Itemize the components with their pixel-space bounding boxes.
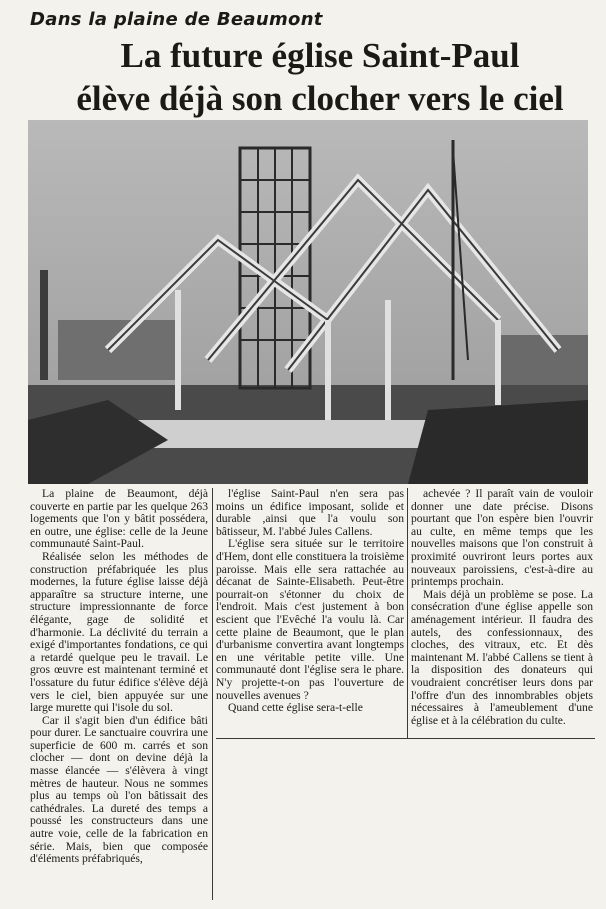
article-column-2 xyxy=(216,488,404,715)
article-end-rule xyxy=(216,738,595,739)
column-divider xyxy=(212,488,213,900)
column-divider xyxy=(407,488,408,738)
paragraph: Car il s'agit bien d'un édifice bâti pour durer. Le sanctuaire couvrira une superficie de 600 m. carrés et son clocher — dont on devine déjà la masse élancée — s'élèvera à vingt mètres de hauteur. Nous ne sommes plus au temps où l'on bâtissait des cathédrales. La dureté des temps a poussé les constructeurs dans une autre voie, celle de la fabrication en série. Mais, bien que composée d'éléments préfabriqués, xyxy=(30,713,208,866)
construction-photo xyxy=(28,120,588,484)
kicker: Dans la plaine de Beaumont xyxy=(30,9,323,30)
paragraph: l'église Saint-Paul n'en sera pas moins un édifice imposant, solide et durable ,ainsi que l'a voulu son bâtisseur, M. l'abbé Jules Callens. xyxy=(216,487,404,538)
article-column-1 xyxy=(30,488,208,866)
headline-line-2: élève déjà son clocher vers le ciel xyxy=(76,79,564,118)
headline xyxy=(40,34,600,120)
paragraph: Mais déjà un problème se pose. La consécration d'une église appelle son aménagement intérieur. Il faudra des autels, des confessionnaux, des cloches, des vitraux, etc. Et dès maintenant M. l'abbé Callens se tient à la disposition des donateurs qui voudraient concrétiser leurs dons par l'offre d'un des innombrables objets nécessaires à l'ameublement d'une église et à la célébration du culte. xyxy=(411,587,593,727)
paragraph: L'église sera située sur le territoire d'Hem, dont elle constituera la troisième paroisse. Mais elle sera rattachée au décanat de Sainte-Elisabeth. Peut-être pourrait-on s'étonner du choix de l'endroit. Mais c'est justement à bon escient que l'Evêché l'a voulu là. Car cette plaine de Beaumont, que le plan d'urbanisme convertira avant longtemps en une véritable petite ville. Une communauté dont l'église sera le phare. N'y projette-t-on pas l'ouverture de nouvelles avenues ? xyxy=(216,537,404,702)
headline-line-1: La future église Saint-Paul xyxy=(120,36,520,75)
article-body xyxy=(30,488,595,903)
paragraph: Quand cette église sera-t-elle xyxy=(228,701,363,715)
paragraph: achevée ? Il paraît vain de vouloir donner une date précise. Disons pourtant que l'on espère bien l'ouvrir au culte, en même temps que les nouvelles maisons que l'on construit à proximité ouvriront leurs portes aux nouveaux paroissiens, c'est-à-dire au printemps prochain. xyxy=(411,487,593,589)
paragraph: Réalisée selon les méthodes de construction préfabriquée les plus modernes, la future église laisse déjà apparaître sa structure interne, une structure impressionnante de force élégante, gage de solidité et d'harmonie. La déclivité du terrain a exigé d'importantes fondations, ce qui a retardé quelque peu le travail. Le gros œuvre est maintenant terminé et l'ossature du futur édifice s'élève déjà vers le ciel, bien appuyée sur une large murette qui l'isole du sol. xyxy=(30,549,208,715)
paragraph: La plaine de Beaumont, déjà couverte en partie par les quelque 263 logements que l'on y bâtit possédera, en outre, une église: celle de la Jeune communauté Saint-Paul. xyxy=(30,487,208,551)
article-column-3 xyxy=(411,488,593,727)
